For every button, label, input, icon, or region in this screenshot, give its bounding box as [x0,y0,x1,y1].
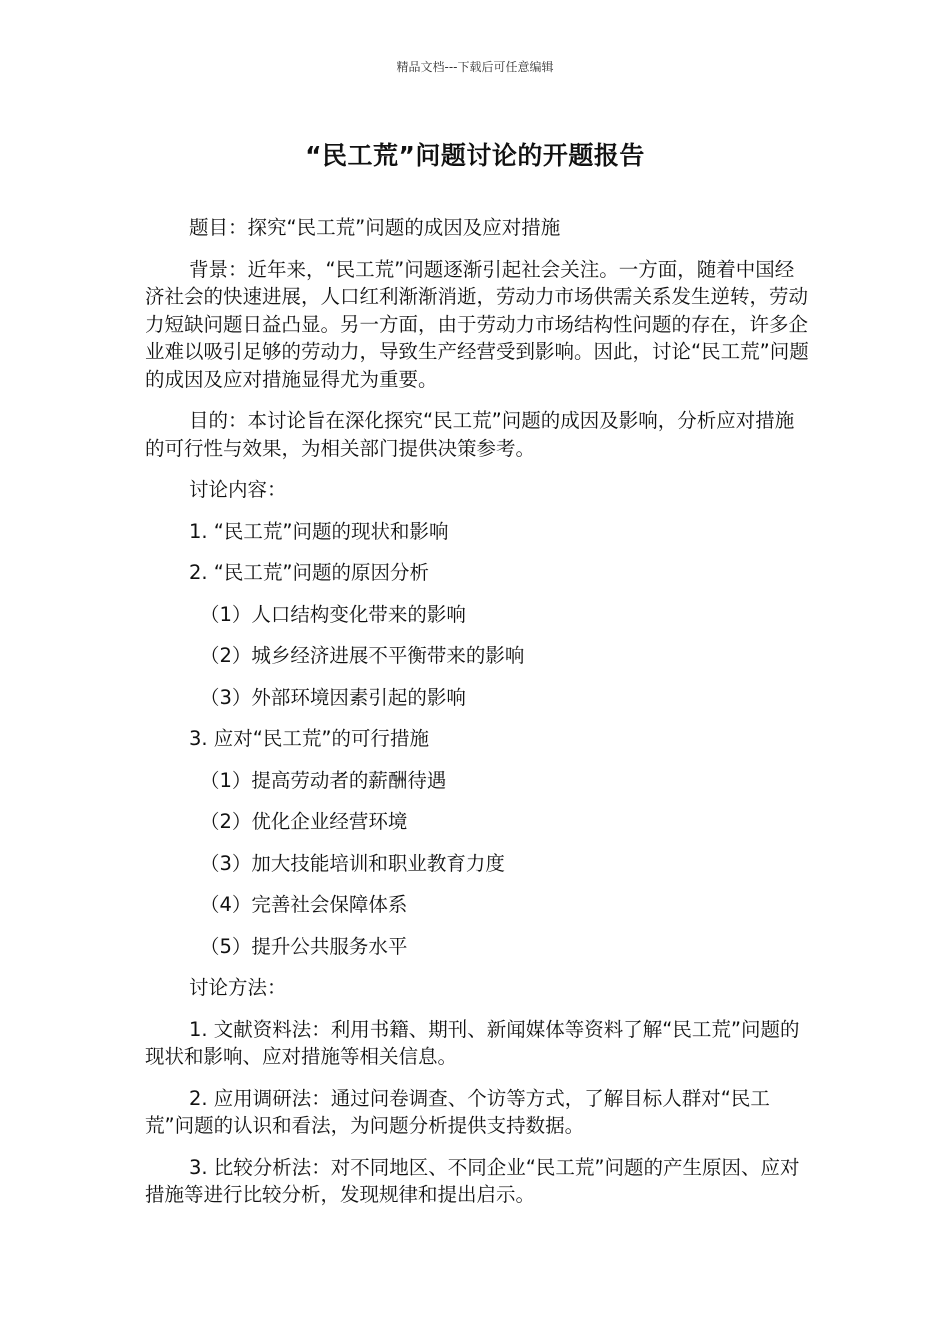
methods-heading: 讨论方法： [189,976,287,999]
measure-item: （4）完善社会保障体系 [200,893,408,916]
topic-paragraph: 题目：探究“民工荒”问题的成因及应对措施 [189,216,561,239]
method-item: 1. 文献资料法：利用书籍、期刊、新闻媒体等资料了解“民工荒”问题的现状和影响、应对措施等相关信息。 [145,1017,800,1068]
document-body [145,214,810,1223]
content-item-1: 1. “民工荒”问题的现状和影响 [189,519,449,543]
measure-item: （2）优化企业经营环境 [200,810,408,833]
content-item-3: 3. 应对“民工荒”的可行措施 [189,727,430,750]
content-item-2: 2. “民工荒”问题的原因分析 [189,561,430,584]
background-paragraph: 背景：近年来，“民工荒”问题逐渐引起社会关注。一方面，随着中国经济社会的快速进展，人口红利渐渐消逝，劳动力市场供需关系发生逆转，劳动力短缺问题日益凸显。另一方面，由于劳动力市场结构性问题的存在，许多企业难以吸引足够的劳动力，导致生产经营受到影响。因此，讨论“民工荒”问题的成因及应对措施显得尤为重要。 [145,257,809,391]
measure-item: （1）提高劳动者的薪酬待遇 [200,768,447,792]
method-item: 2. 应用调研法：通过问卷调查、个访等方式，了解目标人群对“民工荒”问题的认识和看法，为问题分析提供支持数据。 [145,1086,770,1137]
cause-item: （3）外部环境因素引起的影响 [200,685,466,709]
header-note: 精品文档---下载后可任意编辑 [396,60,554,74]
page-title: “民工荒”问题讨论的开题报告 [305,141,645,170]
cause-item: （1）人口结构变化带来的影响 [200,602,466,626]
purpose-paragraph: 目的：本讨论旨在深化探究“民工荒”问题的成因及影响，分析应对措施的可行性与效果，为相关部门提供决策参考。 [145,409,795,460]
method-item: 3. 比较分析法：对不同地区、不同企业“民工荒”问题的产生原因、应对措施等进行比较分析，发现规律和提出启示。 [145,1155,800,1206]
cause-item: （2）城乡经济进展不平衡带来的影响 [200,644,525,667]
measure-item: （5）提升公共服务水平 [200,934,408,958]
content-heading: 讨论内容： [189,478,287,501]
measure-item: （3）加大技能培训和职业教育力度 [200,851,505,875]
